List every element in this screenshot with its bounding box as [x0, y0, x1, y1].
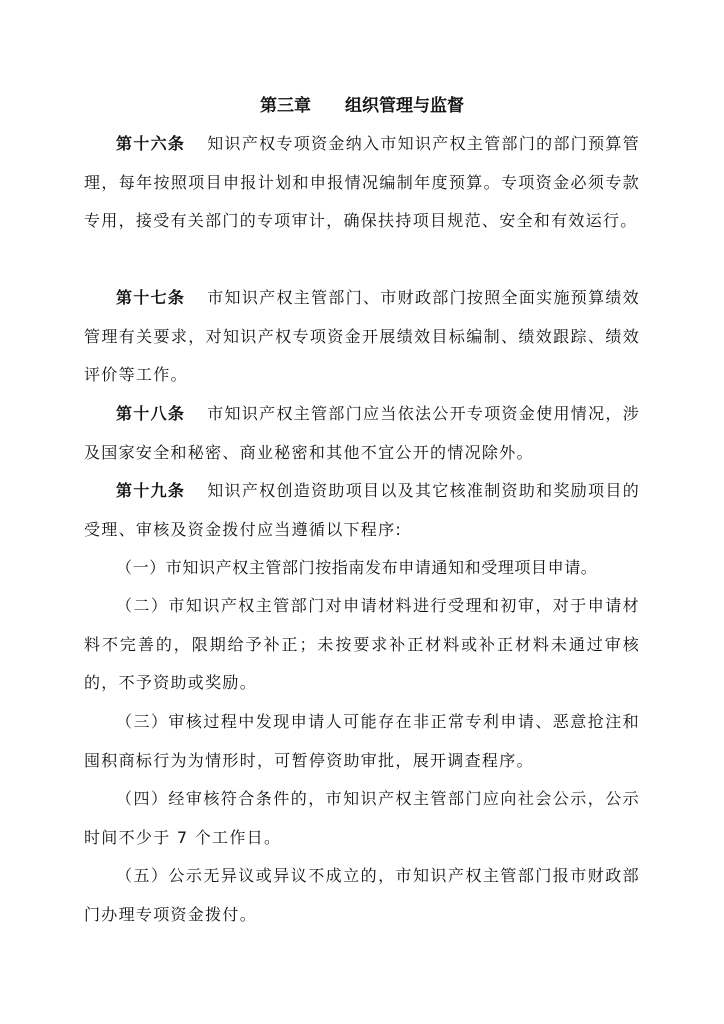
article-number: 第十八条	[116, 404, 186, 423]
article-number: 第十九条	[116, 481, 186, 500]
article-number: 第十七条	[116, 288, 186, 307]
article-text: 知识产权创造资助项目以及其它核准制资助和奖励项目的受理、审核及资金拨付应当遵循以下程序:	[84, 481, 640, 539]
procedure-item-2: （二）市知识产权主管部门对申请材料进行受理和初审，对于申请材料不完善的，限期给予补正；未按要求补正材料或补正材料未通过审核的，不予资助或奖励。	[84, 596, 640, 693]
chapter-title: 第三章 组织管理与监督	[260, 96, 464, 116]
procedure-item-3: （三）审核过程中发现申请人可能存在非正常专利申请、恶意抢注和囤积商标行为为情形时，可暂停资助审批，展开调查程序。	[84, 712, 640, 770]
article-19	[84, 472, 640, 549]
article-18	[84, 395, 640, 472]
article-16	[84, 125, 640, 241]
article-text: 市知识产权主管部门、市财政部门按照全面实施预算绩效管理有关要求，对知识产权专项资金开展绩效目标编制、绩效跟踪、绩效评价等工作。	[84, 288, 640, 385]
article-text: 知识产权专项资金纳入市知识产权主管部门的部门预算管理，每年按照项目申报计划和申报情况编制年度预算。专项资金必须专款专用，接受有关部门的专项审计，确保扶持项目规范、安全和有效运行。	[84, 134, 640, 231]
procedure-item-5: （五）公示无异议或异议不成立的，市知识产权主管部门报市财政部门办理专项资金拨付。	[84, 866, 640, 924]
procedure-item-1: （一）市知识产权主管部门按指南发布申请通知和受理项目申请。	[116, 558, 598, 577]
article-text: 市知识产权主管部门应当依法公开专项资金使用情况，涉及国家安全和秘密、商业秘密和其他不宜公开的情况除外。	[84, 404, 640, 462]
article-17	[84, 279, 640, 395]
procedure-item-4: （四）经审核符合条件的，市知识产权主管部门应向社会公示，公示时间不少于 7 个工作日。	[84, 789, 640, 847]
article-number: 第十六条	[116, 134, 186, 153]
